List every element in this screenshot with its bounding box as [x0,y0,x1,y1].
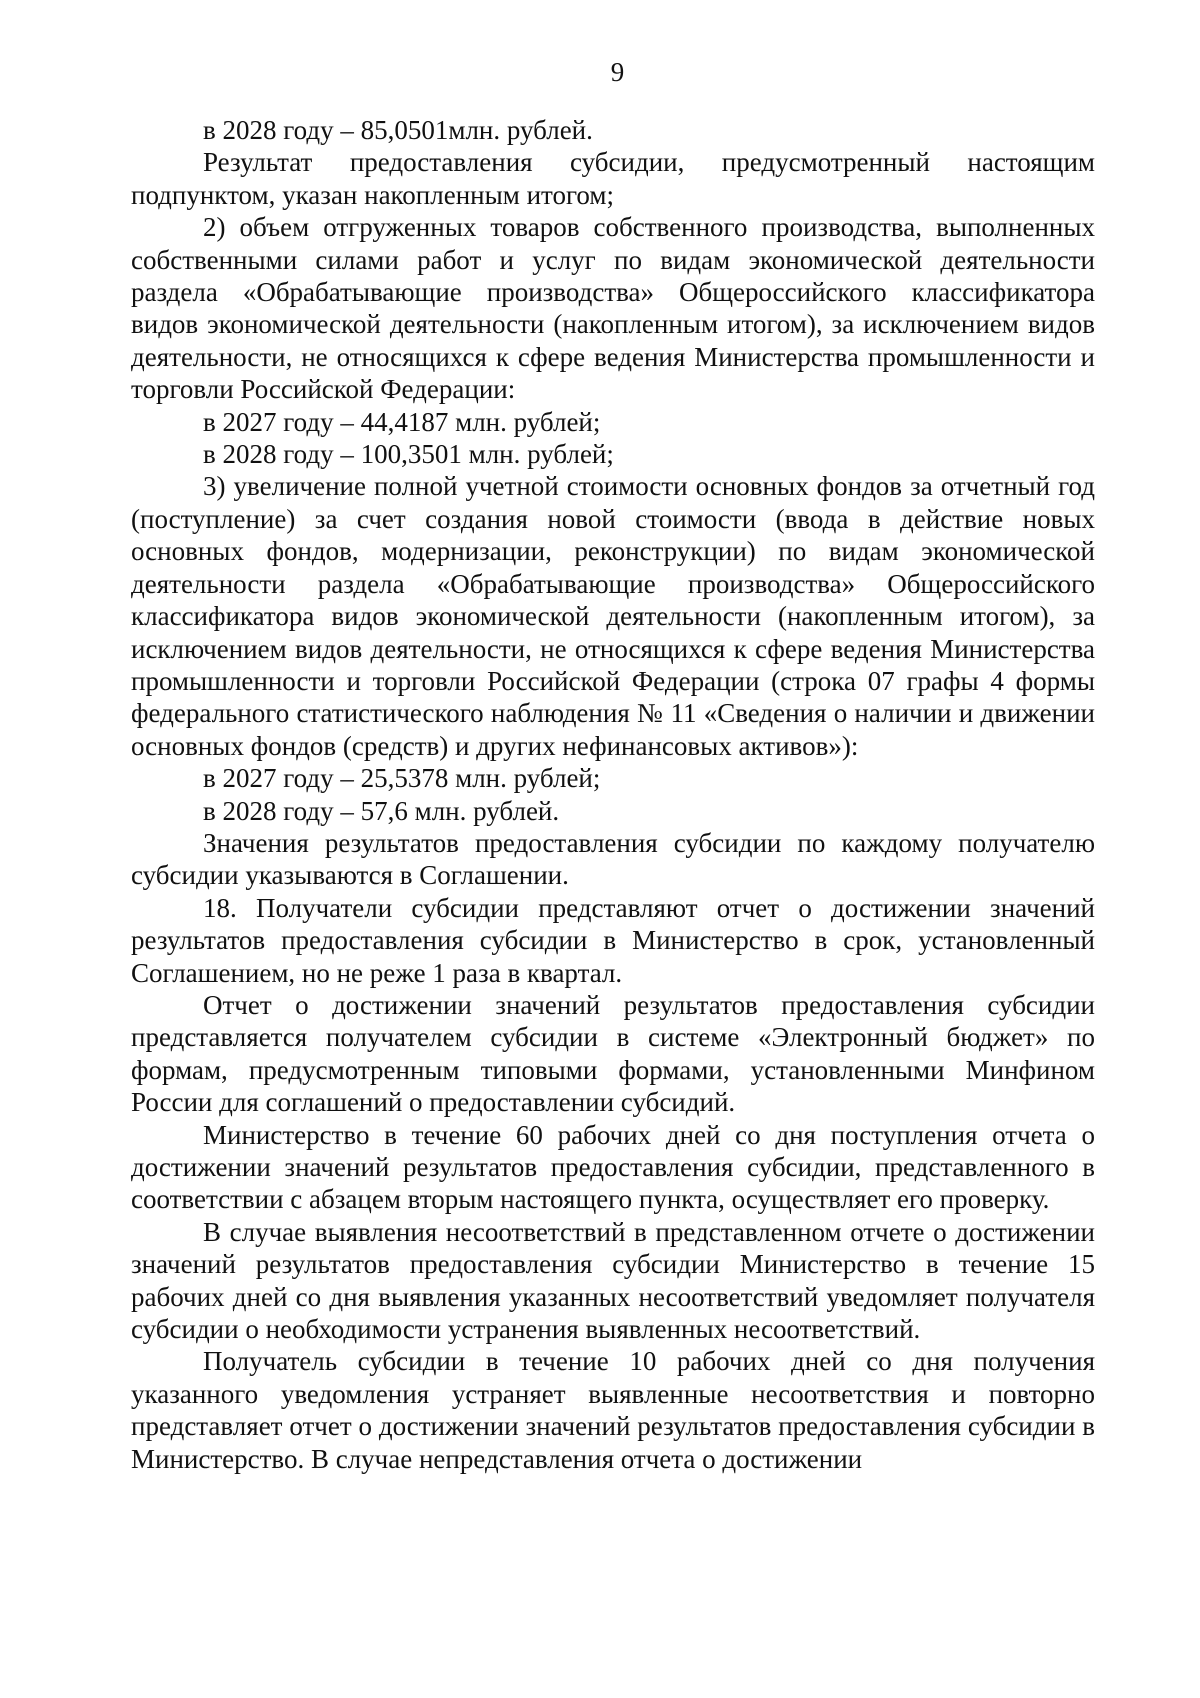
paragraph-recipient-correction: Получатель субсидии в течение 10 рабочих дней со дня получения указанного уведомления устраняет выявленные несоответствия и повторно представляет отчет о достижении значений результатов предоставления субсидии в Министерство. В случае непредставления отчета о достижении [131,1346,1095,1474]
paragraph-year-2028-result-1: в 2028 году – 85,0501млн. рублей. [203,115,593,145]
paragraph-report-submission: Отчет о достижении значений результатов предоставления субсидии представляется получателем субсидии в системе «Электронный бюджет» по формам, предусмотренным типовыми формами, установленными Минфином России для соглашений о предоставлении субсидий. [131,989,1095,1118]
paragraph-item-2: 2) объем отгруженных товаров собственного производства, выполненных собственными силами работ и услуг по видам экономической деятельности раздела «Обрабатывающие производства» Общероссийского классификатора видов экономической деятельности (накопленным итогом), за исключением видов деятельности, не относящихся к сфере ведения Министерства промышленности и торговли Российской Федерации: [131,212,1095,405]
paragraph-point-18: 18. Получатели субсидии представляют отчет о достижении значений результатов предоставления субсидии в Министерство в срок, установленный Соглашением, но не реже 1 раза в квартал. [131,892,1095,988]
document-body [131,114,1095,1475]
paragraph-year-2027-item-3: в 2027 году – 25,5378 млн. рублей; [203,763,601,794]
paragraph-item-3: 3) увеличение полной учетной стоимости основных фондов за отчетный год (поступление) за счет создания новой стоимости (ввода в действие новых основных фондов, модернизации, реконструкции) по видам экономической деятельности раздела «Обрабатывающие производства» Общероссийского классификатора видов экономической деятельности (накопленным итогом), за исключением видов деятельности, не относящихся к сфере ведения Министерства промышленности и торговли Российской Федерации (строка 07 графы 4 формы федерального статистического наблюдения № 11 «Сведения о наличии и движении основных фондов (средств) и других нефинансовых активов»): [131,471,1095,761]
paragraph-values-in-agreement: Значения результатов предоставления субсидии по каждому получателю субсидии указываются в Соглашении. [131,827,1095,891]
paragraph-year-2027-item-2: в 2027 году – 44,4187 млн. рублей; [203,406,601,437]
page-number: 9 [610,57,625,87]
paragraph-result-note: Результат предоставления субсидии, предусмотренный настоящим подпунктом, указан накопленным итогом; [131,147,1095,210]
paragraph-year-2028-item-2: в 2028 году – 100,3501 млн. рублей; [203,439,614,470]
paragraph-discrepancies: В случае выявления несоответствий в представленном отчете о достижении значений результатов предоставления субсидии Министерство в течение 15 рабочих дней со дня выявления указанных несоответствий уведомляет получателя субсидии о необходимости устранения выявленных несоответствий. [131,1216,1095,1345]
paragraph-year-2028-item-3: в 2028 году – 57,6 млн. рублей. [203,795,560,826]
paragraph-ministry-review: Министерство в течение 60 рабочих дней со дня поступления отчета о достижении значений результатов предоставления субсидии, представленного в соответствии с абзацем вторым настоящего пункта, осуществляет его проверку. [131,1119,1095,1215]
